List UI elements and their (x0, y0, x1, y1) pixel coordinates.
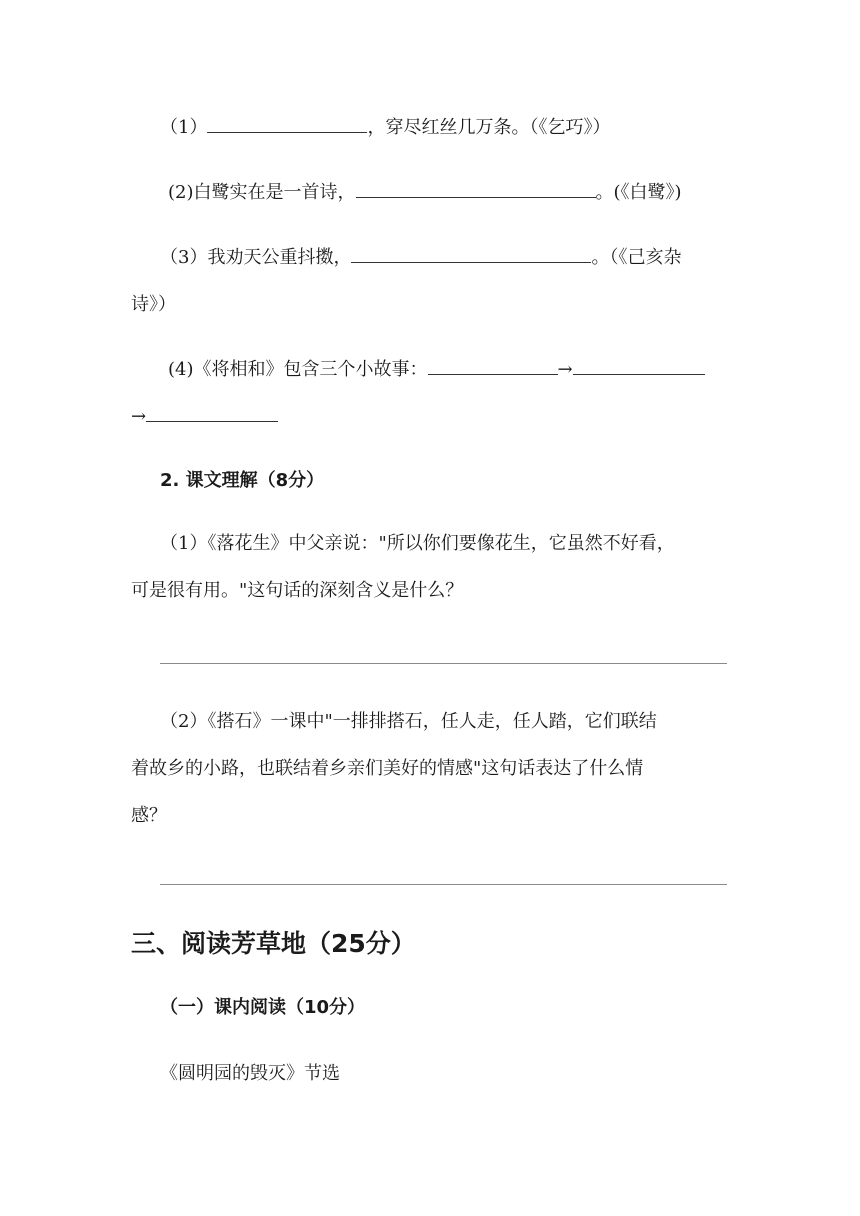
item-text: 。(《白鹭》) (595, 182, 682, 203)
question-2-1-line-2: 可是很有用。"这句话的深刻含义是什么？ (131, 580, 464, 601)
section-heading: 2. 课文理解（8分） (160, 470, 325, 491)
item-text: (4)《将相和》包含三个小故事： (168, 359, 428, 380)
question-2-2-line-2: 着故乡的小路，也联结着乡亲们美好的情感"这句话表达了什么情 (131, 758, 644, 779)
subsection-title: （一）课内阅读（10分） (160, 997, 366, 1018)
answer-line[interactable] (160, 884, 727, 885)
answer-blank[interactable] (207, 116, 367, 133)
arrow-icon: → (131, 406, 147, 427)
item-text: （3）我劝天公重抖擞， (160, 247, 352, 268)
answer-blank[interactable] (351, 246, 591, 263)
fill-item-3 (160, 246, 681, 270)
item-number: （1） (160, 117, 208, 138)
section-title: 三、阅读芳草地（25分） (131, 929, 416, 958)
answer-blank[interactable] (428, 358, 558, 375)
question-2-2-line-1: （2）《搭石》一课中"一排排搭石，任人走，任人踏，它们联结 (160, 711, 657, 732)
fill-item-3-cont: 诗》） (131, 294, 176, 315)
passage-title: 《圆明园的毁灭》节选 (160, 1063, 340, 1084)
answer-blank[interactable] (356, 181, 596, 198)
fill-item-1 (160, 116, 610, 140)
arrow-icon: → (557, 359, 573, 380)
question-2-2-line-3: 感？ (131, 805, 167, 826)
question-2-1-line-1: （1）《落花生》中父亲说："所以你们要像花生，它虽然不好看， (160, 533, 675, 554)
answer-blank[interactable] (573, 358, 705, 375)
item-text: (2)白鹭实在是一首诗， (168, 182, 356, 203)
fill-item-2 (168, 181, 682, 205)
fill-item-4 (168, 358, 705, 382)
fill-item-4-cont (131, 405, 278, 429)
answer-blank[interactable] (146, 405, 278, 422)
item-text: ，穿尽红丝几万条。（《乞巧》） (367, 117, 611, 138)
answer-line[interactable] (160, 663, 727, 664)
item-text: 。（《己亥杂 (591, 247, 682, 268)
